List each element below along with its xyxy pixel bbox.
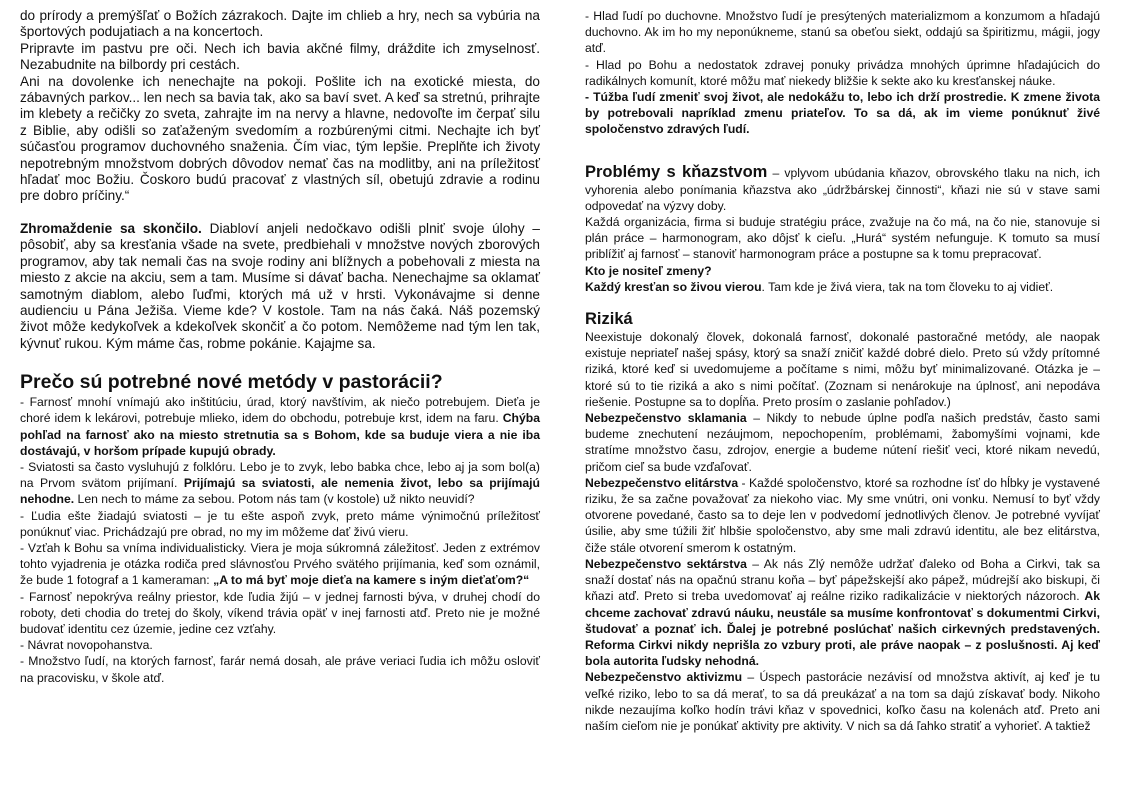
intro-paragraph-2: Pripravte im pastvu pre oči. Nech ich bavia akčné filmy, dráždite ich zmyselnosť. Nezabudnite na bilbordy pri cestách. [20,40,540,73]
bullet-neopaganism: - Návrat novopohanstva. [20,638,153,653]
assembly-lead: Zhromaždenie sa skončilo. [20,220,202,236]
risk-elitism: Nebezpečenstvo elitárstva - Každé spoločenstvo, ktoré sa rozhodne ísť do hĺbky je vystavené riziku, že sa začne považovať za niekoho viac. My sme vnútri, oni vonku. Nemusí to byť vždy otvorene povedané, často sa to deje len v podvedomí jednotlivých členov. Je potrebné vyvíjať úsilie, aby sme túžili žiť hlbšie spoločenstvo, aby sme mali zdravú identitu, ale bez elitárstva, čiže stále otvorení smerom k ostatným. [585,475,1101,555]
risks-heading: Riziká [585,310,633,329]
risks-intro: Neexistuje dokonalý človek, dokonalá farnosť, dokonalé pastoračné metódy, ale naopak existuje nepriateľ našej spásy, ktorý sa snaží zničiť každé dobré dielo. Preto sú vždy prítomné riziká, ktoré keď si uvedomujeme a počítame s nimi, môžu byť minimalizované. Otázka je – ktoré sú to tie riziká a ako s nimi počítať. (Zoznam si nenárokuje na úplnosť, ani nepodáva riešenie. Postupne sa to dopĺňa. Preto prosím o zaslanie pohľadov.) [585,330,1100,409]
section-heading-methods: Prečo sú potrebné nové metódy v pastorácii? [20,371,443,394]
assembly-text: Diabloví anjeli nedočkavo odišli plniť svoje úlohy – pôsobiť, aby sa kresťania všade na svete, predbiehali v množstve nových zborových programov, aby tak nemali čas na svoje rodiny ani blížnych a pobehovali z miesta na miesto z akcie na akciu, sem a tam. Musíme si dávať bacha. Nenechajme sa oklamať samotným diablom, alebo ľuďmi, ktorých má už v hrsti. Vykonávajme si denne audienciu u Pána Ježiša. Vieme kde? V kostole. Tam na nás čaká. Náš pozemský život môže kedykoľvek a kdekoľvek skončiť a čo potom. Nemôžeme nad tým len tak, kývnuť rukou. Kým máme čas, robme pokánie. Kajajme sa. [20,220,540,351]
risk-disappointment: Nebezpečenstvo sklamania – Nikdy to nebude úplne podľa našich predstáv, často sami budeme znechutení nezáujmom, nepochopením, problémami, žabomyšími vojnami, kde stratíme množstvo času, zdrojov, energie a budeme nútení riešiť veci, ktoré nikam nevedú, pričom cieľ sa bude vzďaľovať. [585,411,1100,474]
strategy-paragraph: Každá organizácia, firma si buduje stratégiu práce, zvažuje na čo má, na čo nie, stanovuje si plán práce – harmonogram, ako dôjsť k cieľu. „Hurá“ systém nefunguje. K tomuto sa musí priblížiť aj farnosť – stanoviť harmonogram práce a postupne sa k tomu prepracovať. [585,215,1100,262]
bullet-individualism: - Vzťah k Bohu sa vníma individualisticky. Viera je moja súkromná záležitosť. Jeden z extrémov tohto vyjadrenia je otázka rodiča pred slávnosťou Prvého svätého prijímania, keď som oznámil, že bude 1 fotograf a 1 kameraman: „A to má byť moje dieťa na kamere s iným dieťaťom?“ [20,540,540,588]
risk-sectarianism: Nebezpečenstvo sektárstva – Ak nás Zlý nemôže udržať ďaleko od Boha a Cirkvi, tak sa snaží dostať nás na opačnú stranu koňa – byť pápežskejší ako pápež, múdrejší ako biskupi, či kňazi atď. Preto si treba uvedomovať aj reálne riziko radikalizácie v niektorých názoroch. Ak chceme zachovať zdravú náuku, neustále sa musíme konfrontovať s dokumentmi Cirkvi, študovať a poznať ich. Ďalej je potrebné poslúchať našich cirkevných predstavených. Reforma Cirkvi nikdy neprišla zo vzbury proti, ale práve naopak – z poslušnosti. Aj keď bola autorita ľudsky nehodná. [585,556,1101,669]
change-answer: Každý kresťan so živou vierou. Tam kde je živá viera, tak na tom človeku to aj vidieť. [585,279,1054,294]
bullet-people-ask: - Ľudia ešte žiadajú sviatosti – je tu ešte aspoň zvyk, preto máme výnimočnú príležitosť ponúknuť viac. Prichádzajú pre obrad, no my im môžeme dať živú vieru. [20,508,540,539]
bullet-unreached: - Množstvo ľudí, na ktorých farnosť, farár nemá dosah, ale práve veriaci ľudia ich môžu osloviť na pracovisku, v škole atď. [20,654,540,685]
intro-paragraph-1: do prírody a premýšľať o Božích zázrakoch. Dajte im chlieb a hry, nech sa vybúria na športových podujatiach a na koncertoch. [20,8,540,40]
bullet-parish-institution: - Farnosť mnohí vnímajú ako inštitúciu, úrad, ktorý navštívim, ak niečo potrebujem. Dieťa je choré idem k lekárovi, potrebuje mlieko, idem do obchodu, potrebuje krst, idem na faru. Chýba pohľad na farnosť ako na miesto stretnutia sa s Bohom, kde sa buduje viera a nie iba dostávajú, v horšom prípade kupujú obrady. [20,395,540,458]
priesthood-heading: Problémy s kňazstvom [585,162,768,181]
intro-paragraph-3: Ani na dovolenke ich nenechajte na pokoji. Pošlite ich na exotické miesta, do zábavných parkov... len nech sa bavia tak, ako sa baví svet. A keď sa stretnú, prihrajte im klebety a rečičky zo sveta, zahrajte im na nervy a hlavne, nedovoľte im čerpať silu z Biblie, aby odišli so zaťaženým svedomím a rozbúrenými citmi. Nechajte ich byť súčasťou programov duchovného snaženia. Čím viac, tým lepšie. Preplňte ich životy nepotrebným množstvom dobrých dôvodov nemať čas na modlitby, ani na príležitosť hľadať moc Božiu. Čoskoro budú pracovať z vlastných síl, obetujú zdravie a rodinu pre dobro príčiny.“ [20,73,540,204]
bullet-spiritual-hunger: - Hlad ľudí po duchovne. Množstvo ľudí je presýtených materializmom a konzumom a hľadajú duchovno. Ak im ho my neponúkneme, stanú sa obeťou siekt, oddajú sa špiritizmu, mágii, jogy atď. [585,9,1100,56]
assembly-paragraph [20,221,540,352]
right-column [585,8,1100,734]
risk-activism: Nebezpečenstvo aktivizmu – Úspech pastorácie nezávisí od množstva aktivít, aj keď je tu veľké riziko, lebo to sa dá merať, to sa dá preukázať a na tom sa dajú získavať body. Nikoho nikde nezaujíma koľko hodín trávi kňaz v spovednici, koľko času na kolenách atď. Preto ani naším cieľom nie je ponúkať aktivity pre aktivity. V nich sa dá ľahko stratiť a vyhorieť. A taktiež [585,670,1101,733]
bullet-desire-change: - Túžba ľudí zmeniť svoj život, ale nedokážu to, lebo ich drží prostredie. K zmene života by potrebovali napríklad zmenu priateľov. To sa dá, ak im vieme ponúknuť živé spoločenstvo zdravých ľudí. [585,90,1100,137]
priesthood-paragraph: Problémy s kňazstvom – vplyvom ubúdania kňazov, obrovského tlaku na nich, ich vyhorenia alebo ponímania kňazstva ako „údržbárskej činnosti“, kňazi nie sú v stave sami odpovedať na výzvy doby. [585,162,1100,213]
change-question: Kto je nositeľ zmeny? [585,263,712,278]
bullet-hunger-for-god: - Hlad po Bohu a nedostatok zdravej ponuky privádza mnohých úprimne hľadajúcich do radikálnych komunít, ktoré môžu mať niekedy bližšie k sekte ako ku kresťanskej náuke. [585,57,1100,88]
bullet-territory: - Farnosť nepokrýva reálny priestor, kde ľudia žijú – v jednej farnosti býva, v druhej chodí do roboty, deti chodia do tretej do školy, víkend trávia opäť v inej farnosti atď. Preto nie je možné budovať identitu cez územie, jedine cez vzťahy. [20,589,540,636]
bullet-sacraments-folklore: - Sviatosti sa často vysluhujú z folklóru. Lebo je to zvyk, lebo babka chce, lebo aj ja som bol(a) na Prvom svätom prijímaní. Prijímajú sa sviatosti, ale nemenia život, lebo sa prijímajú nehodne. Len nech to máme za sebou. Potom nás tam (v kostole) už nikto neuvidí? [20,459,540,507]
left-column [20,8,540,686]
